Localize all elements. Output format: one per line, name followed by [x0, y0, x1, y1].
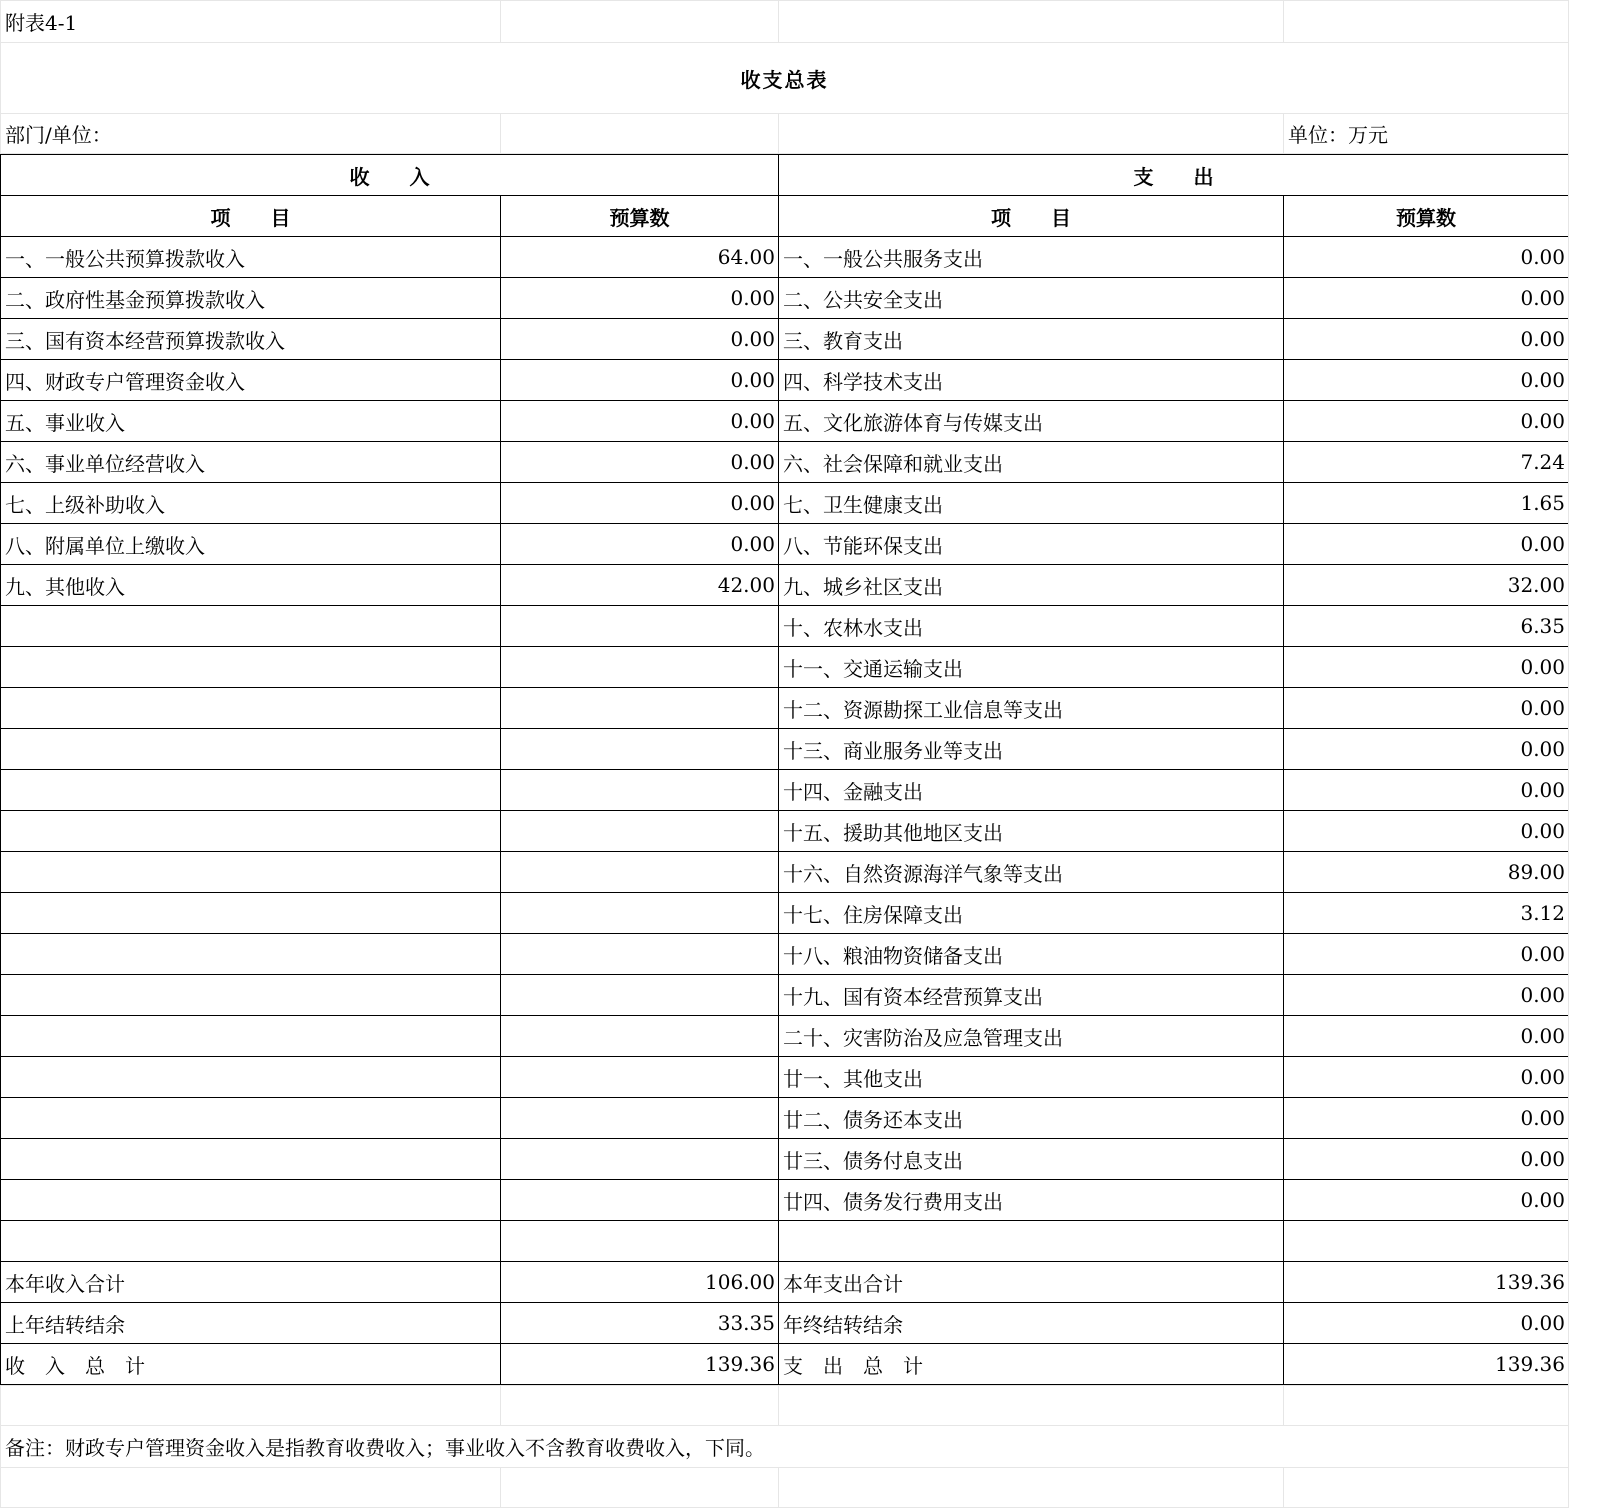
table-row	[1, 770, 1569, 811]
income-header: 收 入	[1, 155, 779, 196]
income-value-cell	[501, 1016, 779, 1057]
income-value-cell: 0.00	[501, 278, 779, 319]
expense-item-cell: 廿三、债务付息支出	[779, 1139, 1284, 1180]
income-item-cell: 八、附属单位上缴收入	[1, 524, 501, 565]
budget-table	[0, 154, 1569, 1385]
income-item-cell	[1, 770, 501, 811]
income-item-cell	[1, 729, 501, 770]
income-item-cell: 收 入 总 计	[1, 1344, 501, 1385]
expense-item-cell: 十三、商业服务业等支出	[779, 729, 1284, 770]
expense-value-cell: 0.00	[1284, 811, 1569, 852]
table-row	[1, 483, 1569, 524]
income-item-cell	[1, 975, 501, 1016]
expense-value-cell: 139.36	[1284, 1344, 1569, 1385]
income-value-cell	[501, 1098, 779, 1139]
expense-item-cell: 十一、交通运输支出	[779, 647, 1284, 688]
income-value-cell: 0.00	[501, 483, 779, 524]
income-item-cell	[1, 1221, 501, 1262]
income-item-cell: 三、国有资本经营预算拨款收入	[1, 319, 501, 360]
expense-item-cell: 十四、金融支出	[779, 770, 1284, 811]
expense-value-cell: 0.00	[1284, 975, 1569, 1016]
expense-value-cell: 0.00	[1284, 401, 1569, 442]
expense-value-cell: 0.00	[1284, 1139, 1569, 1180]
income-value-cell	[501, 1221, 779, 1262]
table-row	[1, 1180, 1569, 1221]
expense-item-cell: 四、科学技术支出	[779, 360, 1284, 401]
expense-item-cell	[779, 1221, 1284, 1262]
income-value-cell	[501, 1180, 779, 1221]
income-value-cell: 0.00	[501, 442, 779, 483]
income-item-cell	[1, 647, 501, 688]
income-value-cell: 106.00	[501, 1262, 779, 1303]
expense-value-cell: 0.00	[1284, 934, 1569, 975]
expense-value-cell: 1.65	[1284, 483, 1569, 524]
expense-item-cell: 十九、国有资本经营预算支出	[779, 975, 1284, 1016]
expense-item-cell: 八、节能环保支出	[779, 524, 1284, 565]
income-value-cell: 0.00	[501, 401, 779, 442]
table-row	[1, 1057, 1569, 1098]
expense-item-cell: 廿二、债务还本支出	[779, 1098, 1284, 1139]
expense-value-cell: 3.12	[1284, 893, 1569, 934]
table-body	[1, 237, 1569, 1385]
income-item-cell	[1, 688, 501, 729]
expense-item-cell: 十二、资源勘探工业信息等支出	[779, 688, 1284, 729]
income-value-cell	[501, 688, 779, 729]
expense-value-cell: 0.00	[1284, 237, 1569, 278]
expense-value-cell: 0.00	[1284, 278, 1569, 319]
table-row	[1, 1139, 1569, 1180]
expense-item-cell: 十八、粮油物资储备支出	[779, 934, 1284, 975]
income-item-cell: 一、一般公共预算拨款收入	[1, 237, 501, 278]
income-item-cell: 七、上级补助收入	[1, 483, 501, 524]
expense-item-cell: 五、文化旅游体育与传媒支出	[779, 401, 1284, 442]
summary-row	[1, 1303, 1569, 1344]
expense-item-cell: 廿四、债务发行费用支出	[779, 1180, 1284, 1221]
table-row	[1, 401, 1569, 442]
income-value-cell: 0.00	[501, 360, 779, 401]
dept-label: 部门/单位：	[1, 114, 501, 154]
income-item-cell	[1, 1139, 501, 1180]
table-row	[1, 360, 1569, 401]
expense-value-cell: 0.00	[1284, 729, 1569, 770]
table-row	[1, 278, 1569, 319]
expense-value-cell: 0.00	[1284, 1303, 1569, 1344]
expense-budget-header: 预算数	[1284, 196, 1569, 237]
table-row	[1, 811, 1569, 852]
income-value-cell	[501, 811, 779, 852]
sheet-extension-column	[1568, 0, 1613, 1502]
income-value-cell: 0.00	[501, 319, 779, 360]
table-row	[1, 688, 1569, 729]
table-row	[1, 647, 1569, 688]
income-item-header: 项 目	[1, 196, 501, 237]
income-value-cell	[501, 770, 779, 811]
expense-item-cell: 十五、援助其他地区支出	[779, 811, 1284, 852]
expense-item-cell: 二、公共安全支出	[779, 278, 1284, 319]
table-row	[1, 1221, 1569, 1262]
income-value-cell	[501, 729, 779, 770]
footer-area	[0, 1385, 1569, 1508]
table-row	[1, 319, 1569, 360]
expense-value-cell: 0.00	[1284, 1180, 1569, 1221]
unit-label: 单位：万元	[1284, 114, 1569, 154]
table-row	[1, 893, 1569, 934]
expense-value-cell	[1284, 1221, 1569, 1262]
expense-value-cell: 6.35	[1284, 606, 1569, 647]
expense-value-cell: 0.00	[1284, 1098, 1569, 1139]
expense-value-cell: 0.00	[1284, 1016, 1569, 1057]
table-row	[1, 565, 1569, 606]
table-row	[1, 237, 1569, 278]
expense-item-cell: 六、社会保障和就业支出	[779, 442, 1284, 483]
expense-item-cell: 支 出 总 计	[779, 1344, 1284, 1385]
income-item-cell: 本年收入合计	[1, 1262, 501, 1303]
expense-item-cell: 三、教育支出	[779, 319, 1284, 360]
income-item-cell: 二、政府性基金预算拨款收入	[1, 278, 501, 319]
income-value-cell	[501, 893, 779, 934]
income-item-cell	[1, 934, 501, 975]
expense-value-cell: 89.00	[1284, 852, 1569, 893]
expense-item-cell: 年终结转结余	[779, 1303, 1284, 1344]
income-item-cell	[1, 1098, 501, 1139]
income-item-cell	[1, 1016, 501, 1057]
income-item-cell: 九、其他收入	[1, 565, 501, 606]
expense-item-cell: 十六、自然资源海洋气象等支出	[779, 852, 1284, 893]
table-row	[1, 975, 1569, 1016]
expense-item-cell: 本年支出合计	[779, 1262, 1284, 1303]
income-item-cell: 四、财政专户管理资金收入	[1, 360, 501, 401]
income-value-cell	[501, 606, 779, 647]
table-row	[1, 442, 1569, 483]
expense-value-cell: 139.36	[1284, 1262, 1569, 1303]
income-value-cell: 0.00	[501, 524, 779, 565]
income-value-cell: 139.36	[501, 1344, 779, 1385]
income-value-cell	[501, 1057, 779, 1098]
income-budget-header: 预算数	[501, 196, 779, 237]
expense-value-cell: 0.00	[1284, 647, 1569, 688]
table-row	[1, 1016, 1569, 1057]
expense-item-cell: 廿一、其他支出	[779, 1057, 1284, 1098]
expense-value-cell: 7.24	[1284, 442, 1569, 483]
table-row	[1, 852, 1569, 893]
income-value-cell	[501, 852, 779, 893]
expense-header: 支 出	[779, 155, 1569, 196]
expense-value-cell: 0.00	[1284, 770, 1569, 811]
page-title: 收支总表	[1, 43, 1569, 114]
expense-value-cell: 32.00	[1284, 565, 1569, 606]
table-row	[1, 934, 1569, 975]
expense-item-cell: 九、城乡社区支出	[779, 565, 1284, 606]
expense-value-cell: 0.00	[1284, 1057, 1569, 1098]
expense-value-cell: 0.00	[1284, 319, 1569, 360]
header-area	[0, 0, 1569, 154]
income-value-cell	[501, 934, 779, 975]
income-value-cell	[501, 647, 779, 688]
expense-item-cell: 十七、住房保障支出	[779, 893, 1284, 934]
annex-label: 附表4-1	[1, 1, 501, 43]
income-value-cell	[501, 1139, 779, 1180]
expense-item-cell: 一、一般公共服务支出	[779, 237, 1284, 278]
table-row	[1, 606, 1569, 647]
income-item-cell	[1, 811, 501, 852]
expense-item-cell: 十、农林水支出	[779, 606, 1284, 647]
income-item-cell	[1, 1180, 501, 1221]
expense-item-cell: 二十、灾害防治及应急管理支出	[779, 1016, 1284, 1057]
expense-value-cell: 0.00	[1284, 688, 1569, 729]
footnote: 备注：财政专户管理资金收入是指教育收费收入；事业收入不含教育收费收入，下同。	[1, 1426, 1569, 1468]
expense-value-cell: 0.00	[1284, 360, 1569, 401]
income-item-cell	[1, 852, 501, 893]
summary-row	[1, 1344, 1569, 1385]
expense-value-cell: 0.00	[1284, 524, 1569, 565]
table-row	[1, 524, 1569, 565]
income-value-cell: 42.00	[501, 565, 779, 606]
income-item-cell: 五、事业收入	[1, 401, 501, 442]
income-item-cell: 上年结转结余	[1, 1303, 501, 1344]
income-value-cell: 64.00	[501, 237, 779, 278]
income-item-cell	[1, 893, 501, 934]
income-value-cell	[501, 975, 779, 1016]
summary-row	[1, 1262, 1569, 1303]
income-value-cell: 33.35	[501, 1303, 779, 1344]
income-item-cell: 六、事业单位经营收入	[1, 442, 501, 483]
expense-item-header: 项 目	[779, 196, 1284, 237]
table-row	[1, 729, 1569, 770]
income-item-cell	[1, 1057, 501, 1098]
expense-item-cell: 七、卫生健康支出	[779, 483, 1284, 524]
table-row	[1, 1098, 1569, 1139]
income-item-cell	[1, 606, 501, 647]
